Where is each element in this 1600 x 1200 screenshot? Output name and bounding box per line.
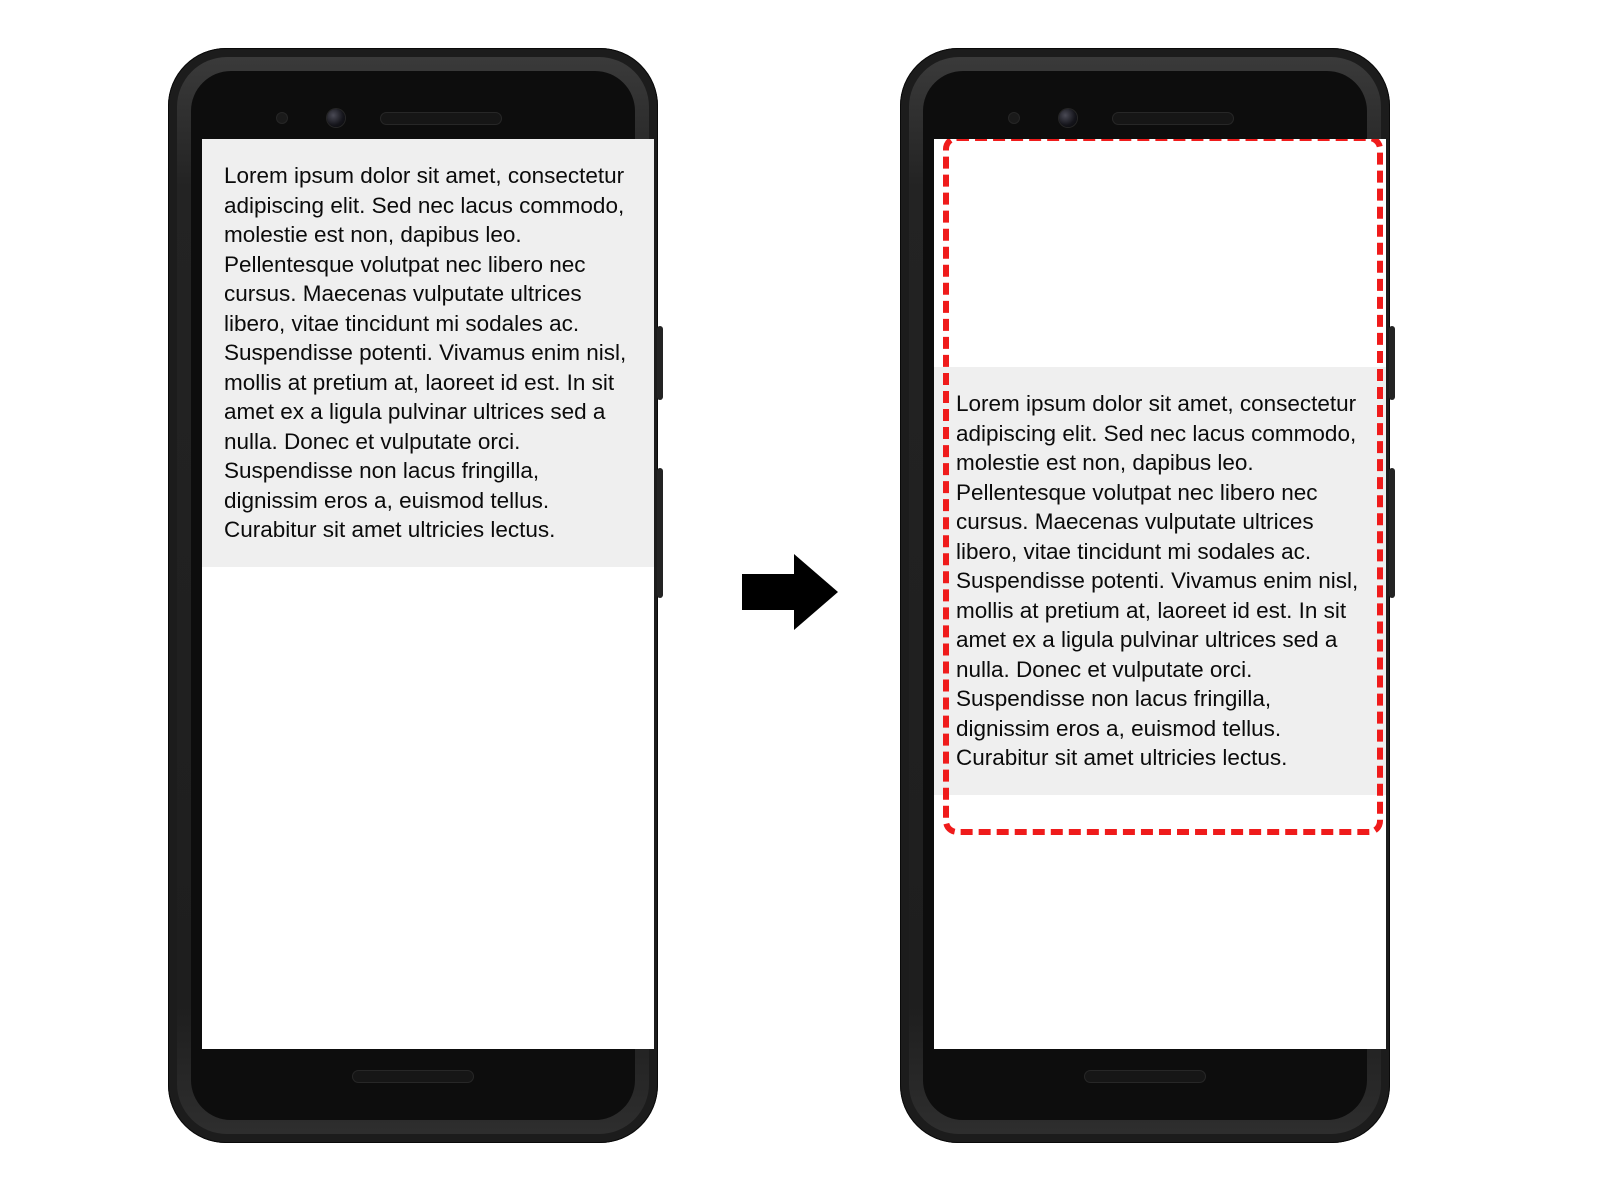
phone-before [168, 48, 658, 1143]
volume-button[interactable] [657, 468, 663, 598]
power-button[interactable] [657, 326, 663, 400]
phone-screen-before[interactable] [202, 139, 654, 1049]
volume-button[interactable] [1389, 468, 1395, 598]
text-block-body: Lorem ipsum dolor sit amet, consectetur adipiscing elit. Sed nec lacus commodo, molestie est non, dapibus leo. Pellentesque volutpat nec libero nec cursus. Maecenas vulputate ultrices libero, vitae tincidunt mi sodales ac. Suspendisse potenti. Vivamus enim nisl, mollis at pretium at, laoreet id est. In sit amet ex a ligula pulvinar ultrices sed a nulla. Donec et vulputate orci. Suspendisse non lacus fringilla, dignissim eros a, euismod tellus. Curabitur sit amet ultricies lectus. [224, 163, 627, 542]
bottom-speaker [353, 1071, 473, 1082]
front-camera-icon [327, 109, 345, 127]
phone-bezel [191, 71, 635, 1120]
earpiece-speaker [1113, 113, 1233, 124]
phone-after-label [900, 48, 901, 49]
phone-after [900, 48, 1390, 1143]
phone-body [177, 57, 649, 1134]
sensor-icon [277, 113, 287, 123]
right-arrow-icon [742, 552, 838, 632]
text-block [202, 139, 654, 567]
phone-screen-after[interactable] [934, 139, 1386, 1049]
text-block-body: Lorem ipsum dolor sit amet, consectetur adipiscing elit. Sed nec lacus commodo, molestie est non, dapibus leo. Pellentesque volutpat nec libero nec cursus. Maecenas vulputate ultrices libero, vitae tincidunt mi sodales ac. Suspendisse potenti. Vivamus enim nisl, mollis at pretium at, laoreet id est. In sit amet ex a ligula pulvinar ultrices sed a nulla. Donec et vulputate orci. Suspendisse non lacus fringilla, dignissim eros a, euismod tellus. Curabitur sit amet ultricies lectus. [956, 391, 1359, 770]
text-block [934, 367, 1386, 795]
front-camera-icon [1059, 109, 1077, 127]
sensor-icon [1009, 113, 1019, 123]
power-button[interactable] [1389, 326, 1395, 400]
phone-body [909, 57, 1381, 1134]
bottom-speaker [1085, 1071, 1205, 1082]
phone-bezel [923, 71, 1367, 1120]
earpiece-speaker [381, 113, 501, 124]
phone-before-label [168, 48, 169, 49]
